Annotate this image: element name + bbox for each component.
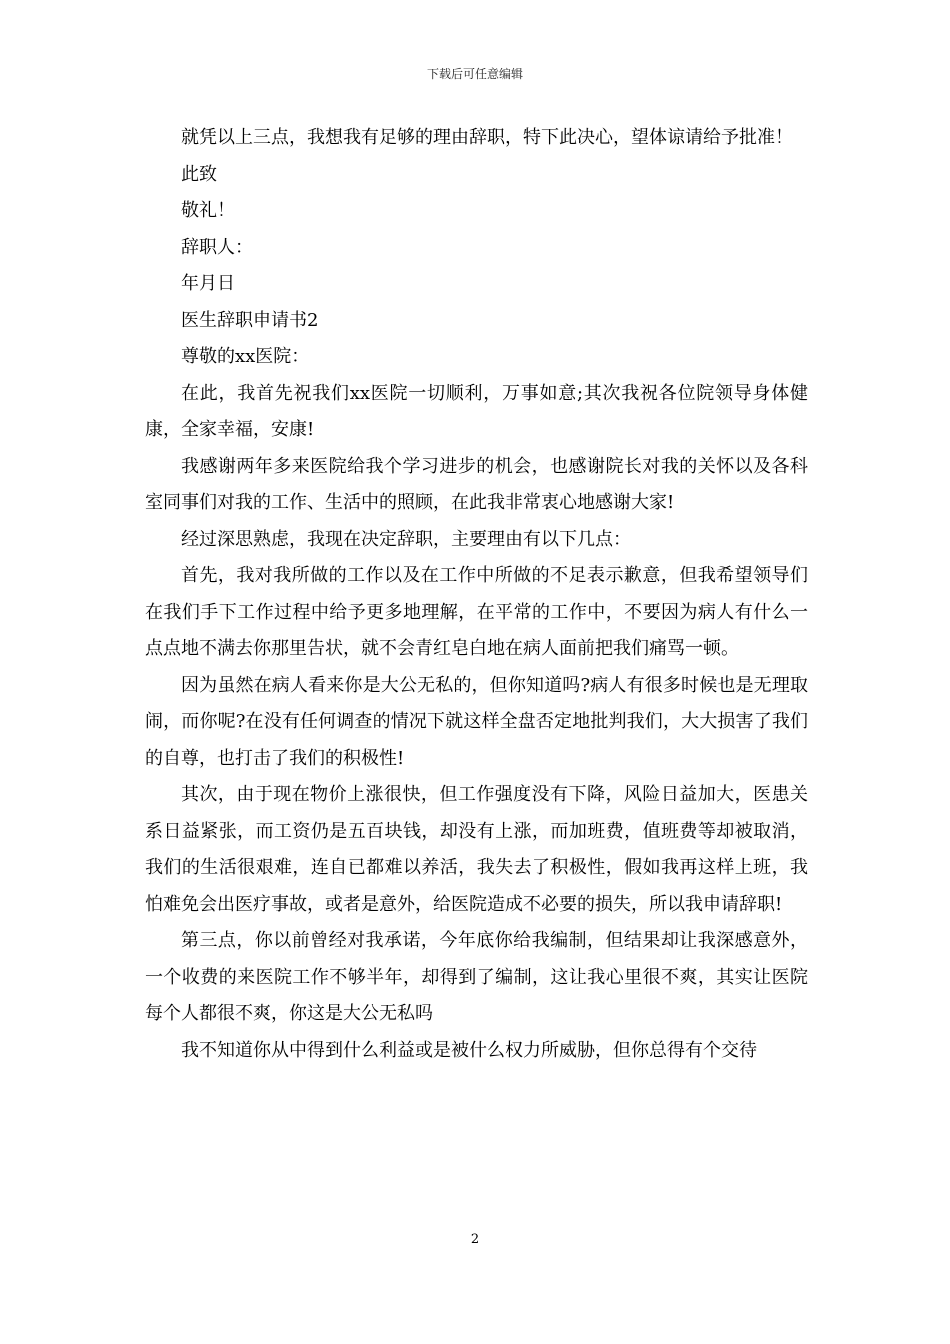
paragraph-decision: 经过深思熟虑，我现在决定辞职，主要理由有以下几点：: [181, 528, 631, 550]
paragraph-first-reason-cont: 因为虽然在病人看来你是大公无私的，但你知道吗?病人有很多时候也是无理取闹，而你呢?在没有任何调查的情况下就这样全盘否定地批判我们，大大损害了我们的自尊，也打击了我们的积极性!: [145, 674, 808, 769]
signature-label: 辞职人：: [181, 236, 253, 258]
page-header: 下载后可任意编辑: [426, 67, 523, 81]
closing-regards: 敬礼！: [181, 200, 235, 221]
section-title: 医生辞职申请书2: [181, 309, 319, 331]
paragraph-conclusion: 就凭以上三点，我想我有足够的理由辞职，特下此决心，望体谅请给予批准！: [181, 127, 793, 148]
paragraph-thanks: 我感谢两年多来医院给我个学习进步的机会，也感谢院长对我的关怀以及各科室同事们对我的工作、生活中的照顾，在此我非常衷心地感谢大家!: [145, 455, 808, 513]
document-body: [145, 120, 808, 1069]
paragraph-final: 我不知道你从中得到什么利益或是被什么权力所威胁，但你总得有个交待: [181, 1039, 757, 1061]
closing-salutation: 此致: [181, 163, 217, 185]
page-number: 2: [470, 1232, 480, 1247]
addressee: 尊敬的xx医院：: [181, 346, 310, 367]
date-label: 年月日: [181, 273, 235, 294]
paragraph-third-reason: 第三点，你以前曾经对我承诺，今年底你给我编制，但结果却让我深感意外，一个收费的来医院工作不够半年，却得到了编制，这让我心里很不爽，其实让医院每个人都很不爽，你这是大公无私吗: [145, 930, 808, 1024]
paragraph-second-reason: 其次，由于现在物价上涨很快，但工作强度没有下降，风险日益加大，医患关系日益紧张，而工资仍是五百块钱，却没有上涨，而加班费，值班费等却被取消，我们的生活很艰难，连自已都难以养活，我失去了积极性，假如我再这样上班，我怕难免会出医疗事故，或者是意外，给医院造成不必要的损失，所以我申请辞职!: [145, 784, 808, 915]
paragraph-greeting: 在此，我首先祝我们xx医院一切顺利，万事如意;其次我祝各位院领导身体健康，全家幸福，安康!: [145, 382, 808, 440]
paragraph-first-reason: 首先，我对我所做的工作以及在工作中所做的不足表示歉意，但我希望领导们在我们手下工作过程中给予更多地理解，在平常的工作中，不要因为病人有什么一点点地不满去你那里告状，就不会青红皂白地在病人面前把我们痛骂一顿。: [145, 565, 808, 659]
